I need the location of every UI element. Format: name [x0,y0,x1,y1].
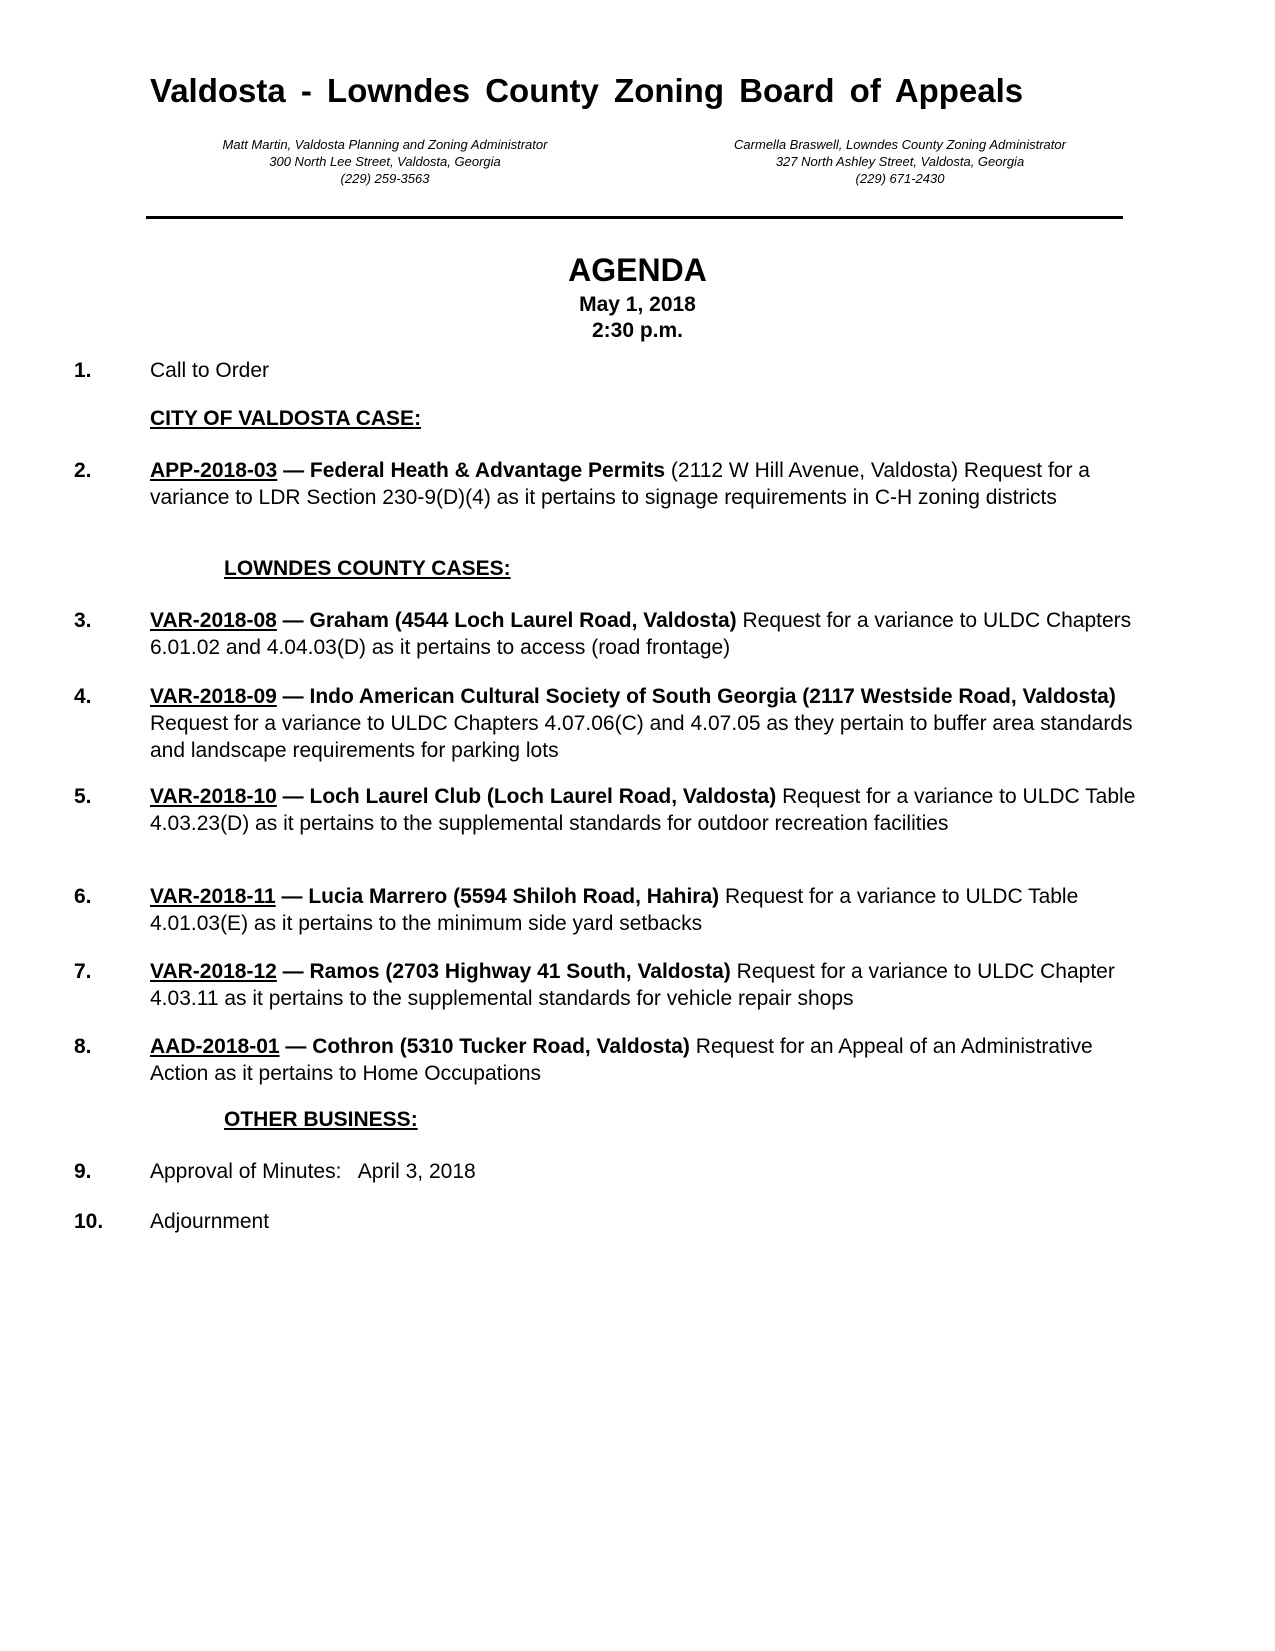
case-number: AAD-2018-01 [150,1035,280,1058]
county-contact-address: 327 North Ashley Street, Valdosta, Georgia [775,154,1025,169]
case-title: — Cothron (5310 Tucker Road, Valdosta) [279,1035,690,1058]
city-contact-name: Matt Martin, Valdosta Planning and Zoning Administrator [222,137,548,152]
item-text: Adjournment [150,1210,270,1233]
case-number: VAR-2018-12 [150,960,277,983]
case-title: — Lucia Marrero (5594 Shiloh Road, Hahira) [275,885,720,908]
city-contact-address: 300 North Lee Street, Valdosta, Georgia [269,154,501,169]
case-number: VAR-2018-08 [150,609,277,632]
item-number: 10. [74,1210,104,1233]
item-number: 2. [74,459,92,482]
county-contact-block [690,136,1110,187]
case-number: VAR-2018-10 [150,785,277,808]
city-contact-phone: (229) 259-3563 [340,171,430,186]
case-title: — Graham (4544 Loch Laurel Road, Valdosta) [276,609,737,632]
item-number: 5. [74,785,92,808]
case-title: — Ramos (2703 Highway 41 South, Valdosta) [276,960,731,983]
case-number: VAR-2018-11 [150,885,276,908]
city-contact-block [175,136,595,187]
item-text: Approval of Minutes: April 3, 2018 [150,1160,476,1183]
case-description: Request for a variance to ULDC Chapters 6.01.02 and 4.04.03(D) as it pertains to access (road frontage) [150,609,1132,659]
item-number: 9. [74,1160,92,1183]
case-description: Request for a variance to ULDC Chapter 4.03.11 as it pertains to the supplemental standards for vehicle repair shops [150,960,1115,1010]
case-description: Request for a variance to ULDC Chapters 4.07.06(C) and 4.07.05 as they pertain to buffer area standards and landscape requirements for parking lots [150,712,1133,762]
case-title: — Federal Heath & Advantage Permits [277,459,666,482]
case-description: Request for a variance to ULDC Table 4.01.03(E) as it pertains to the minimum side yard setbacks [150,885,1079,935]
section-county-cases: LOWNDES COUNTY CASES: [224,557,511,580]
agenda-title: AGENDA [568,252,707,288]
item-number: 6. [74,885,92,908]
case-title: — Indo American Cultural Society of South Georgia (2117 Westside Road, Valdosta) [276,685,1116,708]
case-title: — Loch Laurel Club (Loch Laurel Road, Valdosta) [276,785,777,808]
item-number: 1. [74,359,92,382]
item-number: 4. [74,685,92,708]
item-number: 7. [74,960,92,983]
case-number: APP-2018-03 [150,459,278,482]
section-city-case: CITY OF VALDOSTA CASE: [150,407,422,430]
case-number: VAR-2018-09 [150,685,277,708]
case-description: (2112 W Hill Avenue, Valdosta) Request for a variance to LDR Section 230-9(D)(4) as it pertains to signage requirements in C-H zoning districts [150,459,1090,509]
board-title: Valdosta - Lowndes County Zoning Board of Appeals [150,72,1024,109]
agenda-date: May 1, 2018 [579,293,696,316]
county-contact-phone: (229) 671-2430 [855,171,945,186]
section-other-business: OTHER BUSINESS: [224,1108,418,1131]
item-number: 8. [74,1035,92,1058]
county-contact-name: Carmella Braswell, Lowndes County Zoning Administrator [734,137,1066,152]
case-description: Request for a variance to ULDC Table 4.03.23(D) as it pertains to the supplemental standards for outdoor recreation facilities [150,785,1136,835]
case-description: Request for an Appeal of an Administrative Action as it pertains to Home Occupations [150,1035,1093,1085]
header-divider [146,216,1123,219]
item-number: 3. [74,609,92,632]
item-text: Call to Order [150,359,270,382]
agenda-time: 2:30 p.m. [591,319,684,342]
